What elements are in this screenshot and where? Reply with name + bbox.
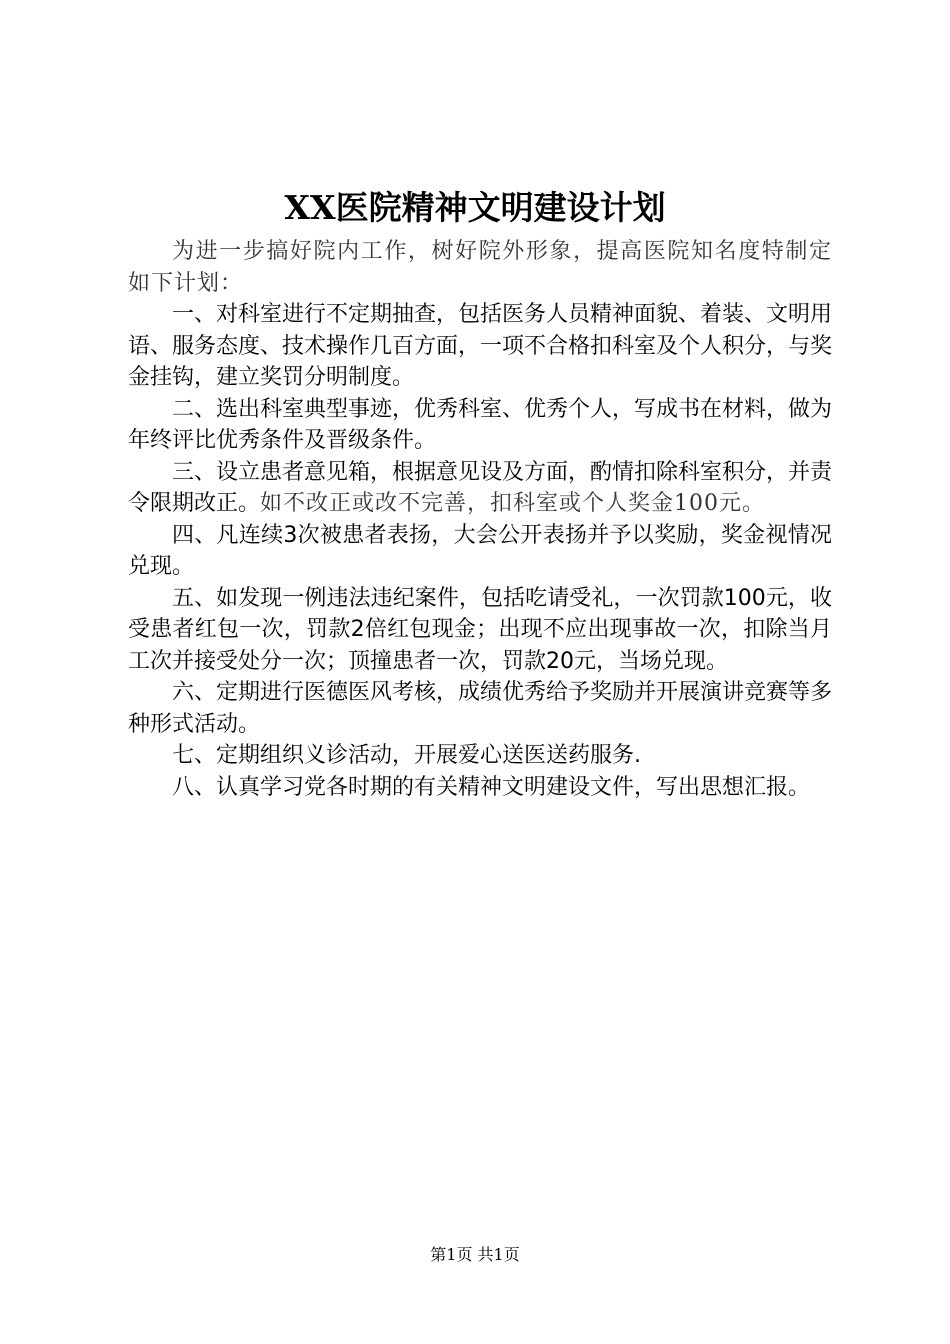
plan-item-3-tail: 如不改正或改不完善，扣科室或个人奖金100元。 <box>260 491 766 516</box>
plan-item-3-main: 三、设立患者意见箱，根据意见设及方面，酌情扣除科室积分，并责令限期改正。 <box>128 459 833 516</box>
plan-item-4: 四、凡连续3次被患者表扬，大会公开表扬并予以奖励，奖金视情况兑现。 <box>128 522 832 579</box>
plan-item-3 <box>128 457 832 520</box>
plan-item-8: 八、认真学习党各时期的有关精神文明建设文件，写出思想汇报。 <box>172 774 811 800</box>
plan-item-2: 二、选出科室典型事迹，优秀科室、优秀个人，写成书在材料，做为年终评比优秀条件及晋级条件。 <box>128 396 833 453</box>
page-footer: 第1页 共1页 <box>430 1245 520 1264</box>
document-title: XX医院精神文明建设计划 <box>284 188 666 227</box>
plan-item-1: 一、对科室进行不定期抽查，包括医务人员精神面貌、着装、文明用语、服务态度、技术操作几百方面，一项不合格扣科室及个人积分，与奖金挂钩，建立奖罚分明制度。 <box>128 302 833 390</box>
intro-paragraph: 为进一步搞好院内工作，树好院外形象，提高医院知名度特制定如下计划： <box>128 239 832 296</box>
plan-item-7: 七、定期组织义诊活动，开展爱心送医送药服务. <box>172 743 641 768</box>
document-body <box>128 236 832 803</box>
plan-item-5: 五、如发现一例违法违纪案件，包括吃请受礼，一次罚款100元，收受患者红包一次，罚款2倍红包现金；出现不应出现事故一次，扣除当月工次并接受处分一次；顶撞患者一次，罚款20元，当场兑现。 <box>128 585 832 674</box>
plan-item-6: 六、定期进行医德医风考核，成绩优秀给予奖励并开展演讲竞赛等多种形式活动。 <box>128 680 833 737</box>
